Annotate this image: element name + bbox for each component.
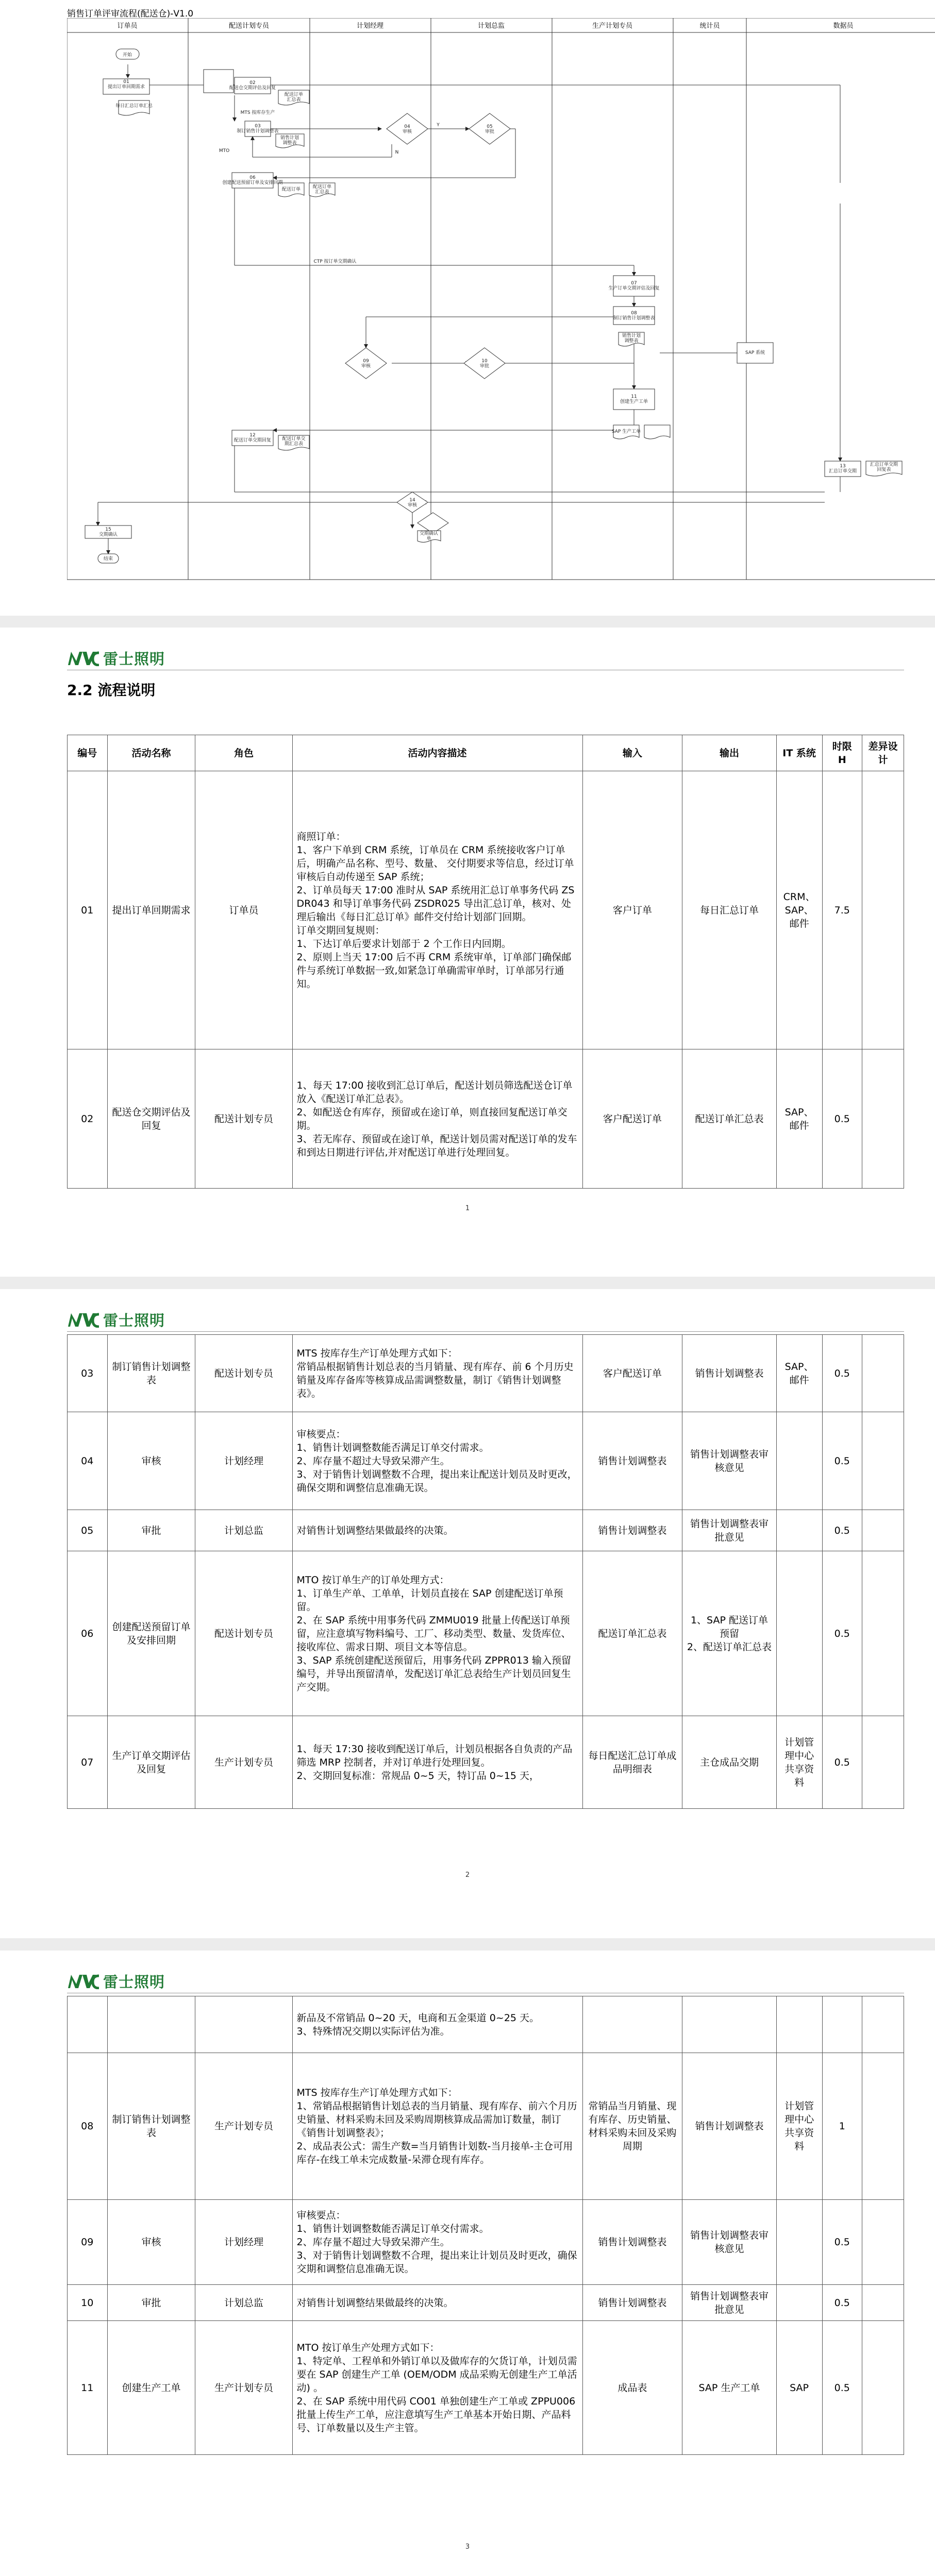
cell-role <box>195 1996 292 2053</box>
cell-role: 配送计划专员 <box>195 1335 292 1412</box>
cell-input: 销售计划调整表 <box>582 1412 682 1510</box>
process-table-1 <box>67 735 904 1189</box>
cell-diff <box>862 2200 904 2285</box>
table-row <box>68 1996 904 2053</box>
lane-header: 订单员 <box>117 22 138 30</box>
nvc-logo <box>67 648 165 668</box>
flowchart-diagram <box>67 18 935 598</box>
column-header: 活动内容描述 <box>292 735 582 771</box>
flowchart-title: 销售订单评审流程(配送仓)-V1.0 <box>67 9 194 19</box>
node-12-doc: 配送订单交期汇总表 <box>282 436 306 447</box>
cell-diff <box>862 2321 904 2455</box>
cell-desc: 1、每天 17:30 接收到配送订单后，计划员根据各自负责的产品筛选 MRP 控制者，并对订单进行处理回复。 2、交期回复标准：常规品 0~5 天，特订品 0~15 天， <box>292 1716 582 1809</box>
cell-role: 订单员 <box>195 771 292 1049</box>
cell-time: 0.5 <box>822 1716 862 1809</box>
node-02: 02 配送仓交期评估及回复 <box>229 80 276 91</box>
cell-name: 制订销售计划调整表 <box>107 1335 195 1412</box>
cell-desc: 审核要点： 1、销售计划调整数能否满足订单交付需求。 2、库存量不超过大导致呆滞产生。 3、对于销售计划调整数不合理，提出来让计划员及时更改，确保交期和调整信息准确无误。 <box>292 2200 582 2285</box>
cell-desc: 对销售计划调整结果做最终的决策。 <box>292 1510 582 1551</box>
cell-it: 计划管理中心共享资料 <box>776 2053 822 2200</box>
node-03-doc: 销售计划调整表 <box>280 135 299 146</box>
cell-input: 客户配送订单 <box>582 1335 682 1412</box>
cell-time: 0.5 <box>822 1551 862 1716</box>
node-10: 10 审批 <box>479 359 490 369</box>
cell-name: 创建配送预留订单及安排回期 <box>107 1551 195 1716</box>
cell-diff <box>862 1716 904 1809</box>
table-page-3 <box>0 1951 935 2576</box>
cell-role: 计划经理 <box>195 1412 292 1510</box>
cell-diff <box>862 1996 904 2053</box>
cell-input: 销售计划调整表 <box>582 1510 682 1551</box>
node-15-doc: 交期确认单 <box>419 531 439 541</box>
brand-name: 雷士照明 <box>103 1311 165 1329</box>
node-09: 09 审核 <box>361 359 371 369</box>
cell-name: 审批 <box>107 1510 195 1551</box>
cell-diff <box>862 2285 904 2321</box>
cell-role: 配送计划专员 <box>195 1551 292 1716</box>
cell-name <box>107 1996 195 2053</box>
cell-time: 1 <box>822 2053 862 2200</box>
table-row <box>68 1510 904 1551</box>
cell-diff <box>862 1049 904 1189</box>
cell-id: 07 <box>68 1716 108 1809</box>
cell-time: 7.5 <box>822 771 862 1049</box>
table-row <box>68 2321 904 2455</box>
cell-desc: MTS 按库存生产订单处理方式如下： 1、常销品根据销售计划总表的当月销量、现有库存、前六个月历史销量、材料采购未回及采购周期核算成品需加订数量，制订《销售计划调整表》； 2、成品表公式：需生产数=当月销售计划数-当月接单-主仓可用库存-在线工单未完成数量-呆滞仓现有库存。 <box>292 2053 582 2200</box>
cell-it <box>776 2285 822 2321</box>
column-header: 输入 <box>582 735 682 771</box>
cell-name: 生产订单交期评估及回复 <box>107 1716 195 1809</box>
cell-it: SAP、邮件 <box>776 1335 822 1412</box>
cell-it: SAP、邮件 <box>776 1049 822 1189</box>
table-row <box>68 2053 904 2200</box>
cell-output <box>682 1996 776 2053</box>
table-page-2 <box>0 1289 935 1938</box>
cell-role: 计划总监 <box>195 1510 292 1551</box>
cell-name: 审核 <box>107 2200 195 2285</box>
brand-name: 雷士照明 <box>103 650 165 668</box>
cell-desc: MTO 按订单生产的订单处理方式： 1、订单生产单、工单单，计划员直接在 SAP 创建配送订单预留。 2、在 SAP 系统中用事务代码 ZMMU019 批量上传配送订单预留，应注意填写物料编号、工厂、移动类型、数量、发货库位、接收库位、需求日期、项目文本等信息。 3、SAP 系统创建配送预留后，用事务代码 ZPPR013 输入预留编号，并导出预留清单，发配送订单汇总表给生产计划员回复生产交期。 <box>292 1551 582 1716</box>
node-01-doc: 每日汇总订单汇总 <box>115 104 153 109</box>
cell-input: 成品表 <box>582 2321 682 2455</box>
cell-it: 计划管理中心共享资料 <box>776 1716 822 1809</box>
node-01: 01 提出订单回期需求 <box>107 79 145 90</box>
cell-input: 每日配送汇总订单成品明细表 <box>582 1716 682 1809</box>
cell-desc: 1、每天 17:00 接收到汇总订单后，配送计划员筛选配送仓订单放入《配送订单汇总表》。 2、如配送仓有库存，预留或在途订单，则直接回复配送订单交期。 3、若无库存、预留或在途订单，配送计划员需对配送订单的发车和到达日期进行评估,并对配送订单进行处理回复。 <box>292 1049 582 1189</box>
cell-time: 0.5 <box>822 2321 862 2455</box>
cell-output: 销售计划调整表审核意见 <box>682 1412 776 1510</box>
node-03: 03 制订销售计划调整表 <box>237 124 279 134</box>
column-header: 差异设计 <box>862 735 904 771</box>
cell-input: 常销品当月销量、现有库存、历史销量、材料采购未回及采购周期 <box>582 2053 682 2200</box>
node-06-doc2: 配送订单汇总表 <box>312 184 332 195</box>
node-14: 14 审核 <box>407 498 418 508</box>
cell-id: 03 <box>68 1335 108 1412</box>
page-number: 2 <box>465 1871 470 1879</box>
node-05: 05 审批 <box>485 124 495 134</box>
cell-output: 每日汇总订单 <box>682 771 776 1049</box>
cell-diff <box>862 771 904 1049</box>
cell-desc: MTS 按库存生产订单处理方式如下： 常销品根据销售计划总表的当月销量、现有库存、前 6 个月历史销量及库存备库等核算成品需调整数量，制订《销售计划调整表》。 <box>292 1335 582 1412</box>
cell-output: 配送订单汇总表 <box>682 1049 776 1189</box>
page-number: 3 <box>465 2543 470 2551</box>
cell-diff <box>862 1510 904 1551</box>
cell-time: 0.5 <box>822 1049 862 1189</box>
cell-time: 0.5 <box>822 1510 862 1551</box>
mto-label: MTO <box>219 148 230 154</box>
column-header: 角色 <box>195 735 292 771</box>
cell-it <box>776 1996 822 2053</box>
cell-output: SAP 生产工单 <box>682 2321 776 2455</box>
cell-desc: 对销售计划调整结果做最终的决策。 <box>292 2285 582 2321</box>
nvc-logo <box>67 1971 165 1991</box>
cell-name: 审批 <box>107 2285 195 2321</box>
cell-diff <box>862 2053 904 2200</box>
cell-desc: MTO 按订单生产处理方式如下： 1、特定单、工程单和外销订单以及做库存的欠货订单，计划员需要在 SAP 创建生产工单 (OEM/ODM 成品采购无创建生产工单活动) 。 2、在 SAP 系统中用代码 CO01 单独创建生产工单或 ZPPU006 批量上传生产工单，应注意填写生产工单基本开始日期、产品料号、订单数量以及生产主管。 <box>292 2321 582 2455</box>
node-06: 06 创建配送预留订单及安排回期 <box>222 175 283 185</box>
cell-it: CRM、SAP、邮件 <box>776 771 822 1049</box>
header-rule <box>67 1331 904 1332</box>
column-header: IT 系统 <box>776 735 822 771</box>
cell-output: 销售计划调整表 <box>682 2053 776 2200</box>
table-row <box>68 1412 904 1510</box>
nvc-logo-icon <box>67 1973 100 1989</box>
nvc-logo <box>67 1310 165 1329</box>
lane-header: 配送计划专员 <box>228 22 270 30</box>
nvc-logo-icon <box>67 650 100 666</box>
cell-it <box>776 2200 822 2285</box>
cell-it <box>776 1412 822 1510</box>
cell-id: 04 <box>68 1412 108 1510</box>
cell-input: 销售计划调整表 <box>582 2285 682 2321</box>
table-row <box>68 771 904 1049</box>
brand-name: 雷士照明 <box>103 1973 165 1991</box>
cell-role: 生产计划专员 <box>195 2321 292 2455</box>
node-06-doc1: 配送订单 <box>281 187 301 192</box>
process-table-3 <box>67 1996 904 2455</box>
cell-name: 制订销售计划调整表 <box>107 2053 195 2200</box>
table-row <box>68 1049 904 1189</box>
cell-it: SAP <box>776 2321 822 2455</box>
table-row <box>68 1551 904 1716</box>
table-row <box>68 2285 904 2321</box>
node-07: 07 生产订单交期评估及回复 <box>608 281 660 291</box>
ctp-label: CTP 按订单交期确认 <box>313 259 357 264</box>
cell-id: 05 <box>68 1510 108 1551</box>
cell-role: 计划总监 <box>195 2285 292 2321</box>
cell-name: 审核 <box>107 1412 195 1510</box>
cell-desc: 新品及不常销品 0~20 天，电商和五金渠道 0~25 天。 3、特殊情况交期以实际评估为准。 <box>292 1996 582 2053</box>
cell-input: 客户配送订单 <box>582 1049 682 1189</box>
flowchart-page <box>0 0 935 616</box>
cell-output: 销售计划调整表审批意见 <box>682 2285 776 2321</box>
section-title: 2.2 流程说明 <box>67 682 156 699</box>
cell-name: 配送仓交期评估及回复 <box>107 1049 195 1189</box>
node-13-doc: 汇总订单交期回复表 <box>870 462 898 472</box>
cell-output: 主仓成品交期 <box>682 1716 776 1809</box>
table-row <box>68 1716 904 1809</box>
cell-id: 11 <box>68 2321 108 2455</box>
node-start: 开始 <box>122 53 132 58</box>
cell-role: 生产计划专员 <box>195 2053 292 2200</box>
lane-header: 计划经理 <box>356 22 384 30</box>
no-label: N <box>395 150 399 155</box>
cell-it <box>776 1510 822 1551</box>
cell-role: 计划经理 <box>195 2200 292 2285</box>
column-header: 输出 <box>682 735 776 771</box>
cell-id <box>68 1996 108 2053</box>
node-11-doc: SAP 生产工单 <box>611 429 641 434</box>
table-row <box>68 2200 904 2285</box>
table-row <box>68 1335 904 1412</box>
nvc-logo-icon <box>67 1311 100 1328</box>
cell-input: 配送订单汇总表 <box>582 1551 682 1716</box>
column-header: 活动名称 <box>107 735 195 771</box>
cell-time: 0.5 <box>822 1412 862 1510</box>
cell-output: 1、SAP 配送订单预留 2、配送订单汇总表 <box>682 1551 776 1716</box>
cell-output: 销售计划调整表 <box>682 1335 776 1412</box>
cell-desc: 商照订单： 1、客户下单到 CRM 系统，订单员在 CRM 系统接收客户订单后，明确产品名称、型号、数量、 交付期要求等信息，经过订单审核后自动传递至 SAP 系统； 2、订单员每天 17:00 准时从 SAP 系统用汇总订单事务代码 ZSDR043 和导订单事务代码 ZSDR025 导出汇总订单，核对、处理后输出《每日汇总订单》邮件交付给计划部门回期。 订单交期回复规则： 1、下达订单后要求计划部于 2 个工作日内回期。 2、原则上当天 17:00 后不再 CRM 系统审单，订单部门确保邮件与系统订单数据一致,如紧急订单确需审单时，订单部另行通知。 <box>292 771 582 1049</box>
cell-time: 0.5 <box>822 2200 862 2285</box>
cell-desc: 审核要点： 1、销售计划调整数能否满足订单交付需求。 2、库存量不超过大导致呆滞产生。 3、对于销售计划调整数不合理，提出来让配送计划员及时更改，确保交期和调整信息准确无误。 <box>292 1412 582 1510</box>
node-13: 13 汇总订单交期 <box>828 464 857 474</box>
table-header-row <box>68 735 904 771</box>
lane-header: 数据员 <box>833 22 854 30</box>
cell-input: 销售计划调整表 <box>582 2200 682 2285</box>
node-12: 12 配送订单交期回复 <box>233 433 272 443</box>
node-end: 结束 <box>103 556 113 562</box>
cell-id: 10 <box>68 2285 108 2321</box>
cell-diff <box>862 1335 904 1412</box>
column-header: 时限 H <box>822 735 862 771</box>
cell-time: 0.5 <box>822 1335 862 1412</box>
cell-name: 提出订单回期需求 <box>107 771 195 1049</box>
mts-label: MTS 按库存生产 <box>240 110 275 115</box>
node-08: 08 制订销售计划调整表 <box>613 311 655 321</box>
cell-time: 0.5 <box>822 2285 862 2321</box>
node-08-doc: 销售计划调整表 <box>622 333 641 344</box>
process-table-2 <box>67 1334 904 1809</box>
node-11: 11 创建生产工单 <box>620 394 648 404</box>
cell-id: 09 <box>68 2200 108 2285</box>
cell-role: 生产计划专员 <box>195 1716 292 1809</box>
cell-role: 配送计划专员 <box>195 1049 292 1189</box>
cell-input <box>582 1996 682 2053</box>
node-02-doc: 配送订单汇总表 <box>284 92 304 103</box>
lane-header: 计划总监 <box>477 22 505 30</box>
lane-header: 统计员 <box>699 22 720 30</box>
cell-id: 01 <box>68 771 108 1049</box>
cell-id: 02 <box>68 1049 108 1189</box>
cell-it <box>776 1551 822 1716</box>
node-15: 15 交期确认 <box>98 527 118 537</box>
node-sap: SAP 系统 <box>745 350 765 355</box>
yes-label: Y <box>437 123 440 128</box>
cell-name: 创建生产工单 <box>107 2321 195 2455</box>
cell-input: 客户订单 <box>582 771 682 1049</box>
cell-diff <box>862 1412 904 1510</box>
page-number: 1 <box>465 1205 470 1212</box>
cell-time <box>822 1996 862 2053</box>
cell-output: 销售计划调整表审核意见 <box>682 2200 776 2285</box>
table-page-1 <box>0 628 935 1277</box>
lane-header: 生产计划专员 <box>592 22 633 30</box>
column-header: 编号 <box>68 735 108 771</box>
cell-id: 06 <box>68 1551 108 1716</box>
node-04: 04 审核 <box>402 124 412 134</box>
cell-output: 销售计划调整表审批意见 <box>682 1510 776 1551</box>
cell-id: 08 <box>68 2053 108 2200</box>
cell-diff <box>862 1551 904 1716</box>
